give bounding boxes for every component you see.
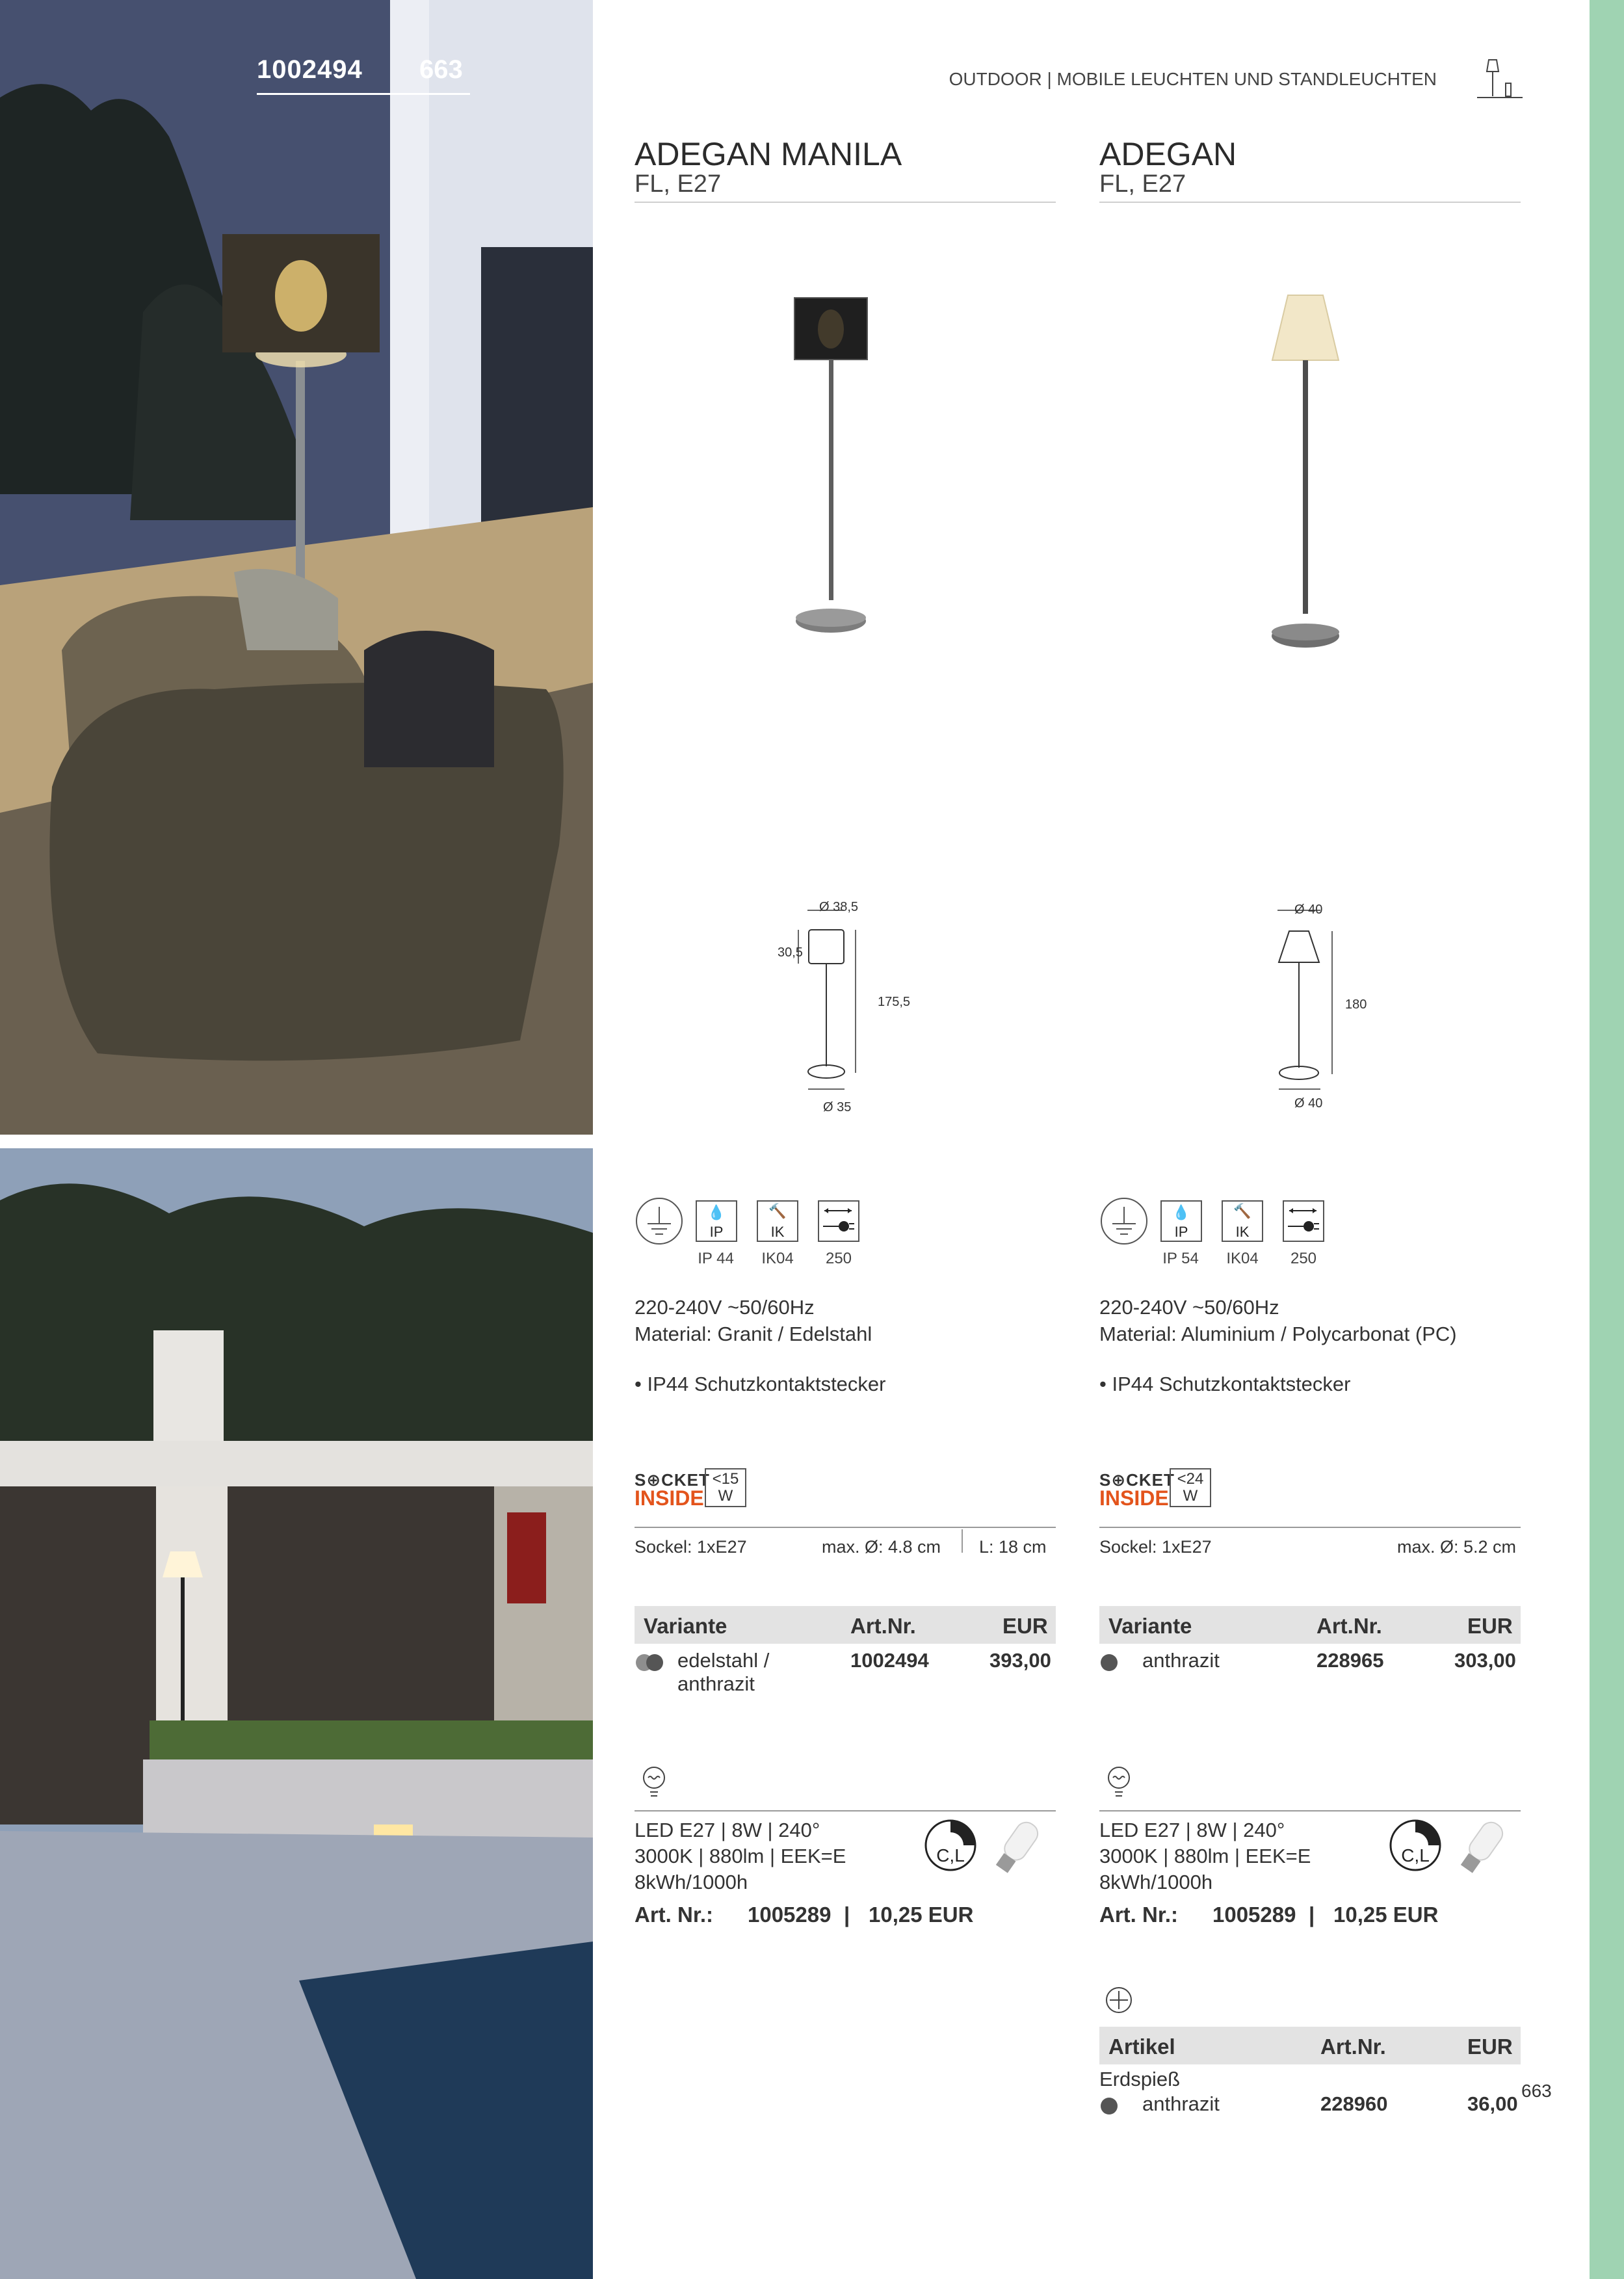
side-accent-bar [1590, 0, 1624, 2279]
variant-table-header [635, 1606, 1056, 1644]
product-title: ADEGAN [1099, 136, 1237, 172]
ik-rating-label: IK04 [1226, 1250, 1259, 1267]
cable-length-label: 250 [1290, 1250, 1317, 1267]
led-divider [1099, 1810, 1521, 1811]
variant-price: 303,00 [1454, 1649, 1516, 1672]
material-spec: Material: Granit / Edelstahl [635, 1323, 872, 1345]
led-spec-line1: LED E27 | 8W | 240° [635, 1819, 820, 1841]
ip-rating-icon: 💧 IP [1160, 1200, 1202, 1242]
product-subtitle: FL, E27 [1099, 170, 1186, 198]
page-code: 1002494 [257, 55, 363, 84]
col-artikel: Artikel [1108, 2035, 1175, 2059]
product-column-adegan-manila [635, 0, 1056, 2279]
accessory-artnr: 228960 [1320, 2092, 1388, 2115]
spec-separator [962, 1529, 963, 1553]
ip-rating-label: IP 44 [698, 1250, 734, 1267]
socket-divider [1099, 1527, 1521, 1528]
cable-length-icon [818, 1200, 859, 1242]
variant-name-line2: anthrazit [677, 1672, 755, 1695]
accessory-price: 36,00 [1467, 2092, 1518, 2115]
variant-table-header [1099, 1606, 1521, 1644]
armchair-scene-illustration [0, 0, 593, 1135]
product-image-adegan [1262, 286, 1359, 657]
feature-bullet: • IP44 Schutzkontaktstecker [635, 1373, 886, 1395]
page-number: 663 [1521, 2081, 1552, 2101]
dim-total-height: 175,5 [878, 995, 911, 1009]
led-spec-line1: LED E27 | 8W | 240° [1099, 1819, 1285, 1841]
variant-name: anthrazit [1142, 1649, 1220, 1672]
col-eur: EUR [1002, 1614, 1048, 1638]
impact-rating-icon: 🔨 IK [1222, 1200, 1263, 1242]
col-eur: EUR [1467, 2035, 1513, 2059]
led-artnr: 1005289 [748, 1903, 832, 1927]
led-artnr-label: Art. Nr.: [1099, 1903, 1179, 1927]
led-artnr: 1005289 [1212, 1903, 1296, 1927]
voltage-spec: 220-240V ~50/60Hz [1099, 1296, 1279, 1319]
max-diameter-spec: max. Ø: 4.8 cm [822, 1537, 941, 1557]
col-eur: EUR [1467, 1614, 1513, 1638]
led-bulb-image [986, 1815, 1044, 1880]
col-variante: Variante [644, 1614, 727, 1638]
plug-icon [1284, 1202, 1323, 1241]
cable-length-label: 250 [825, 1250, 852, 1267]
cable-length-spec: L: 18 cm [979, 1537, 1047, 1557]
title-divider [635, 202, 1056, 203]
socket-inside-logo: S⊕CKET INSIDE [1099, 1470, 1175, 1510]
variant-name-line1: edelstahl / [677, 1649, 770, 1672]
title-divider [1099, 202, 1521, 203]
led-price: 10,25 EUR [869, 1903, 974, 1927]
cable-length-icon [1283, 1200, 1324, 1242]
variant-price: 393,00 [989, 1649, 1051, 1672]
impact-rating-icon: 🔨 IK [757, 1200, 798, 1242]
bulb-icon [1106, 1766, 1132, 1801]
product-column-adegan [1099, 0, 1521, 2279]
voltage-spec: 220-240V ~50/60Hz [635, 1296, 815, 1319]
ip-rating-label: IP 54 [1162, 1250, 1199, 1267]
accessory-plus-icon [1105, 1986, 1133, 2014]
variant-artnr: 1002494 [850, 1649, 929, 1672]
led-artnr-separator: | [844, 1903, 850, 1927]
color-swatch-anthrazit [646, 1654, 663, 1671]
color-swatch-anthrazit [1101, 1654, 1118, 1671]
col-artnr: Art.Nr. [850, 1614, 916, 1638]
dim-top-diameter: Ø 38,5 [819, 900, 859, 914]
led-artnr-separator: | [1309, 1903, 1315, 1927]
product-image-manila [791, 286, 901, 650]
terrace-scene-illustration [0, 1148, 593, 2279]
accessory-variant: anthrazit [1142, 2092, 1220, 2115]
led-bulb-image [1450, 1815, 1509, 1880]
dim-top-diameter: Ø 40 [1294, 902, 1323, 917]
max-wattage-box: <15 W [705, 1468, 746, 1507]
led-spec-line2: 3000K | 880lm | EEK=E [1099, 1845, 1311, 1867]
plug-icon [819, 1202, 858, 1241]
outdoor-terrace-photo [0, 1148, 593, 2279]
led-spec-line2: 3000K | 880lm | EEK=E [635, 1845, 846, 1867]
sockel-spec: Sockel: 1xE27 [1099, 1537, 1212, 1557]
led-spec-line3: 8kWh/1000h [1099, 1871, 1213, 1893]
table-row[interactable] [635, 1649, 1056, 1701]
feature-bullet: • IP44 Schutzkontaktstecker [1099, 1373, 1351, 1395]
col-artnr: Art.Nr. [1320, 2035, 1386, 2059]
socket-divider [635, 1527, 1056, 1528]
max-wattage-box: <24 W [1170, 1468, 1211, 1507]
ik-rating-label: IK04 [761, 1250, 794, 1267]
outdoor-armchair-photo [0, 0, 593, 1135]
led-divider [635, 1810, 1056, 1811]
product-title: ADEGAN MANILA [635, 136, 902, 172]
page-code-number: 663 [419, 55, 463, 84]
accessory-table-header [1099, 2027, 1521, 2064]
table-row[interactable] [1099, 1649, 1521, 1678]
col-variante: Variante [1108, 1614, 1192, 1638]
material-spec: Material: Aluminium / Polycarbonat (PC) [1099, 1323, 1457, 1345]
product-subtitle: FL, E27 [635, 170, 722, 198]
dim-total-height: 180 [1345, 997, 1367, 1012]
sockel-spec: Sockel: 1xE27 [635, 1537, 747, 1557]
ip-rating-icon: 💧 IP [696, 1200, 737, 1242]
led-artnr-label: Art. Nr.: [635, 1903, 714, 1927]
accessory-name: Erdspieß [1099, 2068, 1181, 2090]
dimmable-badge-text: C,L [1401, 1845, 1430, 1865]
category-heading: OUTDOOR | MOBILE LEUCHTEN UND STANDLEUCHTEN [949, 69, 1437, 89]
page-code-underline [257, 93, 470, 95]
max-diameter-spec: max. Ø: 5.2 cm [1397, 1537, 1517, 1557]
table-row[interactable] [1099, 2092, 1521, 2121]
dim-base-diameter: Ø 35 [823, 1100, 852, 1114]
dim-base-diameter: Ø 40 [1294, 1096, 1323, 1111]
led-price: 10,25 EUR [1333, 1903, 1439, 1927]
color-swatch-anthrazit [1101, 2098, 1118, 2114]
protection-class-icon [635, 1196, 684, 1246]
socket-inside-logo: S⊕CKET INSIDE [635, 1470, 710, 1510]
protection-class-icon [1099, 1196, 1149, 1246]
bulb-icon [641, 1766, 667, 1801]
dim-shade-height: 30,5 [778, 945, 803, 960]
variant-artnr: 228965 [1316, 1649, 1384, 1672]
dimmable-badge-text: C,L [936, 1845, 965, 1865]
col-artnr: Art.Nr. [1316, 1614, 1382, 1638]
led-spec-line3: 8kWh/1000h [635, 1871, 748, 1893]
